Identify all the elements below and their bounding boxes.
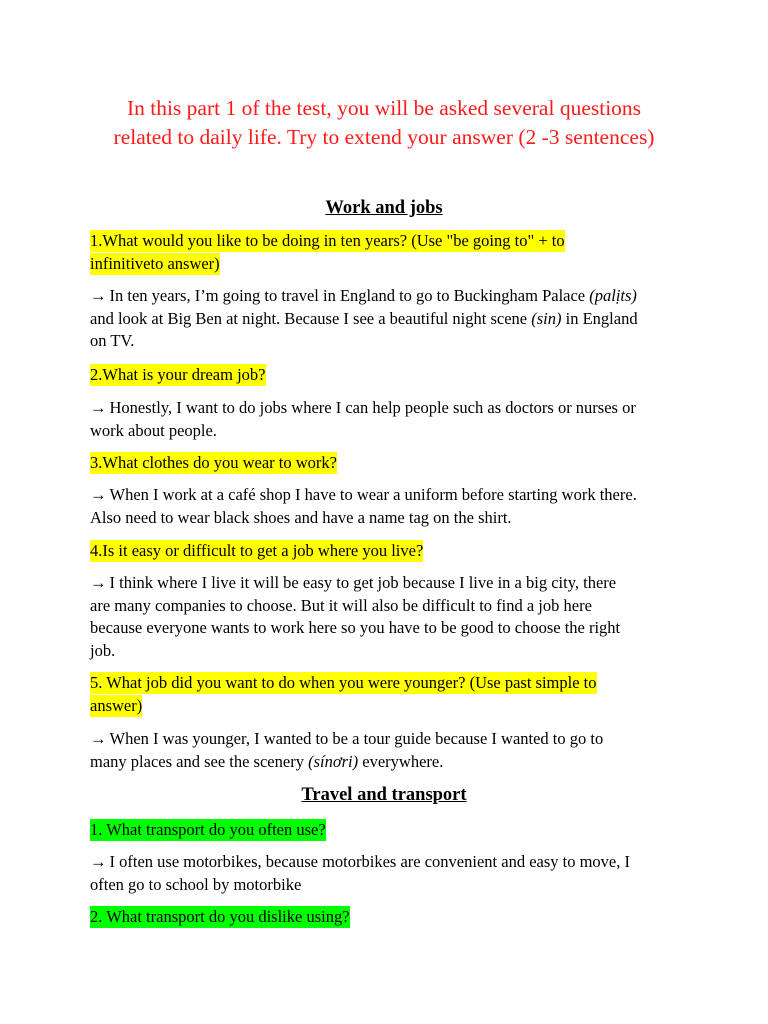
answer-work-4 — [90, 572, 690, 662]
answer-work-5-line-2-end: everywhere. — [358, 751, 444, 771]
arrow-icon: → — [90, 485, 107, 504]
answer-travel-1-line-2: often go to school by motorbike — [90, 874, 302, 894]
arrow-icon: → — [90, 729, 107, 748]
answer-work-2 — [90, 397, 690, 442]
answer-work-5-line-2: many places and see the scenery — [90, 751, 309, 771]
arrow-icon: → — [90, 398, 107, 417]
answer-work-5-line-1: When I was younger, I wanted to be a tour guide because I wanted to go to — [109, 729, 604, 748]
question-work-3 — [90, 452, 690, 475]
answer-work-5 — [90, 728, 690, 773]
answer-work-3-line-2: Also need to wear black shoes and have a name tag on the shirt. — [90, 507, 512, 527]
answer-work-3-line-1: When I work at a café shop I have to wear a uniform before starting work there. — [109, 485, 637, 504]
answer-work-4-line-1: I think where I live it will be easy to get job because I live in a big city, there — [109, 573, 617, 592]
question-work-5-line-2: answer) — [90, 695, 143, 715]
arrow-icon: → — [90, 852, 107, 871]
answer-work-1-line-2: and look at Big Ben at night. Because I see a beautiful night scene — [90, 308, 532, 328]
question-work-1-line-1: 1.What would you like to be doing in ten years? (Use "be going to" + to — [90, 231, 565, 250]
question-travel-1 — [90, 819, 690, 842]
arrow-icon: → — [90, 286, 107, 305]
question-travel-2 — [90, 906, 690, 929]
answer-travel-1-line-1: I often use motorbikes, because motorbikes are convenient and easy to move, I — [109, 852, 630, 871]
answer-work-4-line-3: because everyone wants to work here so you have to be good to choose the right — [90, 618, 621, 637]
arrow-icon: → — [90, 573, 107, 592]
section-heading-work: Work and jobs — [325, 198, 443, 218]
pronunciation-note: (palịts) — [589, 286, 637, 305]
answer-work-2-line-2: work about people. — [90, 420, 217, 440]
question-work-5 — [90, 672, 690, 717]
answer-work-4-line-4: job. — [90, 640, 116, 660]
question-work-4 — [90, 540, 690, 563]
answer-work-1 — [90, 285, 690, 353]
section-heading-travel: Travel and transport — [301, 785, 467, 805]
answer-work-1-line-2-end: in England — [561, 308, 638, 328]
answer-work-1-line-3: on TV. — [90, 331, 135, 350]
question-work-2-text: 2.What is your dream job? — [90, 365, 266, 384]
answer-travel-1 — [90, 851, 690, 896]
question-travel-1-text: 1. What transport do you often use? — [90, 820, 326, 839]
question-travel-2-text: 2. What transport do you dislike using? — [90, 907, 350, 926]
intro-line-1: In this part 1 of the test, you will be asked several questions — [126, 96, 642, 120]
pronunciation-note: (sínơri) — [308, 751, 359, 771]
question-work-1-line-2: infinitiveto answer) — [90, 253, 220, 273]
question-work-5-line-1: 5. What job did you want to do when you were younger? (Use past simple to — [90, 673, 597, 692]
answer-work-2-line-1: Honestly, I want to do jobs where I can help people such as doctors or nurses or — [109, 398, 636, 417]
intro-instructions — [60, 94, 708, 152]
intro-line-2: related to daily life. Try to extend your answer (2 -3 sentences) — [113, 125, 655, 149]
answer-work-3 — [90, 484, 690, 529]
answer-work-1-line-1: In ten years, I’m going to travel in England to go to Buckingham Palace — [109, 286, 590, 305]
question-work-1 — [90, 230, 690, 275]
answer-work-4-line-2: are many companies to choose. But it will also be difficult to find a job here — [90, 595, 592, 615]
question-work-3-text: 3.What clothes do you wear to work? — [90, 453, 337, 472]
question-work-2 — [90, 364, 690, 387]
question-work-4-text: 4.Is it easy or difficult to get a job where you live? — [90, 541, 424, 560]
pronunciation-note: (sin) — [531, 308, 562, 328]
